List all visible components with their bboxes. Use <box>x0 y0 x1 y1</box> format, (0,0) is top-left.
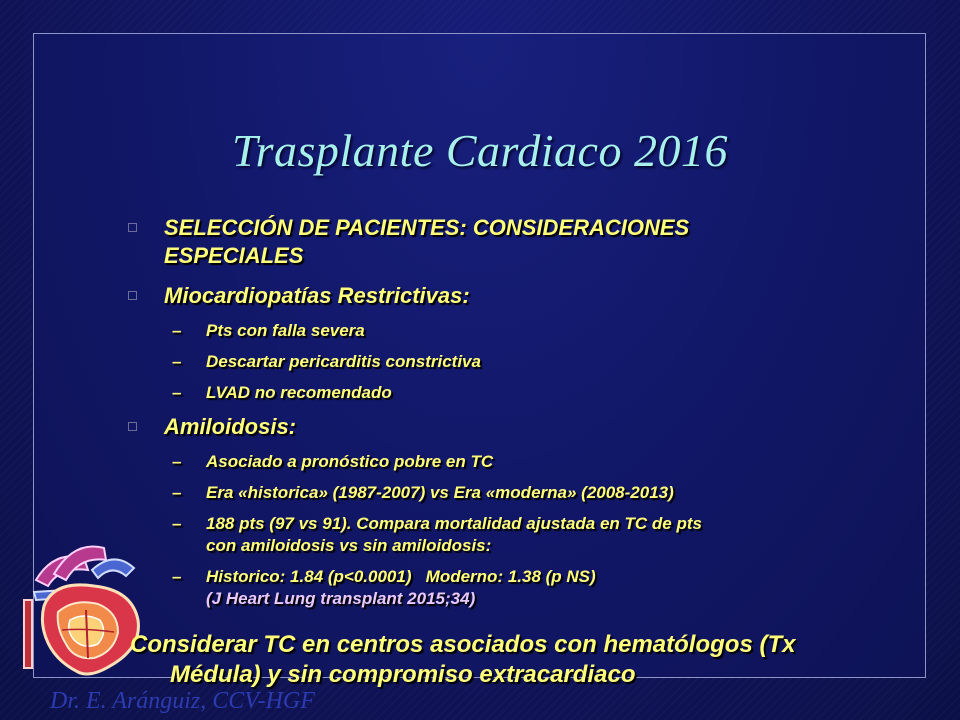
bullet-text: ESPECIALES <box>164 243 304 268</box>
bullet-marker-icon <box>128 422 137 431</box>
bullet-text: Amiloidosis: <box>164 414 297 439</box>
author-footer: Dr. E. Aránguiz, CCV-HGF <box>50 688 315 714</box>
bullet-miocardiopatias <box>126 282 826 310</box>
bullet-list <box>126 214 826 619</box>
sub-list <box>126 320 826 404</box>
sub-item: – 188 pts (97 vs 91). Compara mortalidad ajustada en TC de pts con amiloidosis vs sin amiloidosis: <box>172 514 702 555</box>
slide-title: Trasplante Cardiaco 2016 <box>232 125 728 176</box>
bullet-seleccion <box>126 214 826 270</box>
sub-item: – Pts con falla severa <box>172 321 365 340</box>
sub-item: – LVAD no recomendado <box>172 383 392 402</box>
sub-item: – Historico: 1.84 (p<0.0001) Moderno: 1.38 (p NS) (J Heart Lung transplant 2015;34) <box>126 566 826 610</box>
bullet-text: Miocardiopatías Restrictivas: <box>164 283 470 308</box>
bullet-amiloidosis <box>126 413 826 441</box>
bullet-marker-icon <box>128 223 137 232</box>
bullet-text: SELECCIÓN DE PACIENTES: CONSIDERACIONES <box>164 215 690 240</box>
sub-item: – Asociado a pronóstico pobre en TC <box>172 452 494 471</box>
conclusion-text: Considerar TC en centros asociados con hematólogos (Tx Médula) y sin compromiso extracardiaco <box>130 631 796 688</box>
bullet-marker-icon <box>128 291 137 300</box>
reference-citation: (J Heart Lung transplant 2015;34) <box>206 589 476 608</box>
sub-item: – Descartar pericarditis constrictiva <box>172 352 481 371</box>
sub-list <box>126 451 826 610</box>
sub-item: – Era «historica» (1987-2007) vs Era «moderna» (2008-2013) <box>172 483 674 502</box>
